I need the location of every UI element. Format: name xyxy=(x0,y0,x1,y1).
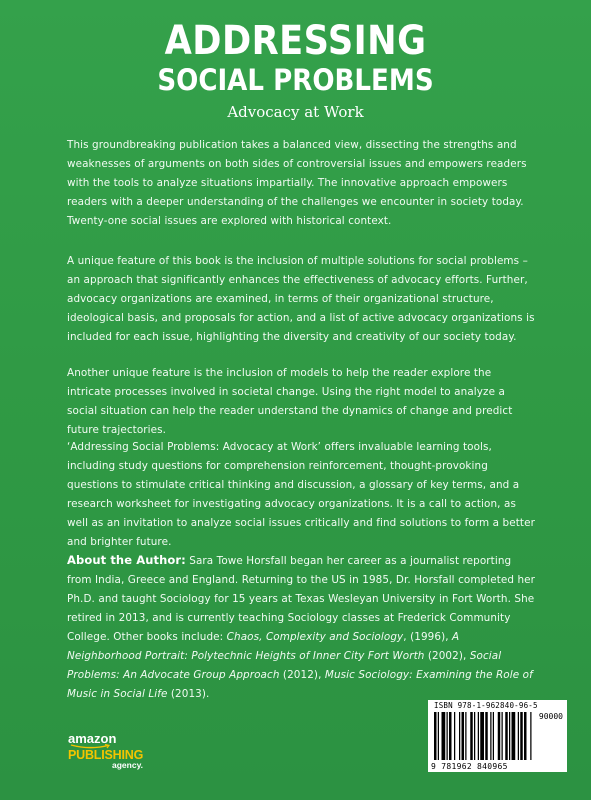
book-title-1: Chaos, Complexity and Sociology xyxy=(226,631,404,643)
description-paragraph-4: ‘Addressing Social Problems: Advocacy at Work’ offers invaluable learning tools, including study questions for comprehension reinforcement, thought-provoking questions to stimulate critical thinking and discussion, a glossary of key terms, and a research worksheet for investigating advocacy organizations. It is a call to action, as well as an invitation to analyze social issues critically and find solutions to form a better and brighter future. xyxy=(67,441,535,548)
barcode-digits: 9 781962 840965 xyxy=(431,762,508,771)
author-bio: Sara Towe Horsfall began her career as a journalist reporting from India, Greece and England. Returning to the US in 1985, Dr. Horsfall completed her Ph.D. and taught Sociology for 15 years at Texas Wesleyan University in Fort Worth. She retired in 2013, and is currently teaching Sociology classes at Frederick Community College. Other books include: xyxy=(67,555,536,643)
book-title-2: A Neighborhood Portrait: Polytechnic Heights of Inner City Fort Worth xyxy=(67,631,460,662)
about-author-heading: About the Author: xyxy=(67,553,186,567)
book-year-4: (2013). xyxy=(167,688,210,700)
description-paragraph-3: Another unique feature is the inclusion of models to help the reader explore the intricate processes involved in societal change. Using the right model to analyze a social situation can help the reader understand the dynamics of change and predict future trajectories. xyxy=(67,367,513,436)
publisher-logo-line-1: amazon xyxy=(68,731,117,746)
barcode-bars xyxy=(434,712,562,760)
description-paragraph-2: A unique feature of this book is the inclusion of multiple solutions for social problems – an approach that significantly enhances the effectiveness of advocacy efforts. Further, advocacy organizations are examined, in terms of their organizational structure, ideological basis, and proposals for action, and a list of active advocacy organizations is included for each issue, highlighting the diversity and creativity of our society today. xyxy=(67,255,535,343)
about-the-author xyxy=(67,551,537,704)
isbn-label: ISBN 978-1-962840-96-5 xyxy=(434,701,538,710)
publisher-logo-line-3: agency. xyxy=(112,760,144,770)
publisher-logo xyxy=(68,733,143,770)
book-title-3: Social Problems: An Advocate Group Approach xyxy=(67,650,502,681)
price-code: 90000 xyxy=(538,712,563,721)
book-year-3: (2012), xyxy=(279,669,325,681)
description-paragraph-1: This groundbreaking publication takes a balanced view, dissecting the strengths and weaknesses of arguments on both sides of controversial issues and empowers readers with the tools to analyze situations impartially. The innovative approach empowers readers with a deeper understanding of the challenges we encounter in society today. Twenty-one social issues are explored with historical context. xyxy=(67,139,527,227)
subtitle: Advocacy at Work xyxy=(227,103,364,121)
book-title-4: Music Sociology: Examining the Role of Music in Social Life xyxy=(67,669,533,700)
isbn-barcode xyxy=(428,700,567,772)
book-year-1: , (1996), xyxy=(403,631,453,643)
book-year-2: (2002), xyxy=(424,650,470,662)
title-line-1: ADDRESSING xyxy=(164,18,427,64)
publisher-logo-line-2: PUBLISHING xyxy=(68,748,144,762)
title-line-2: SOCIAL PROBLEMS xyxy=(157,63,434,97)
